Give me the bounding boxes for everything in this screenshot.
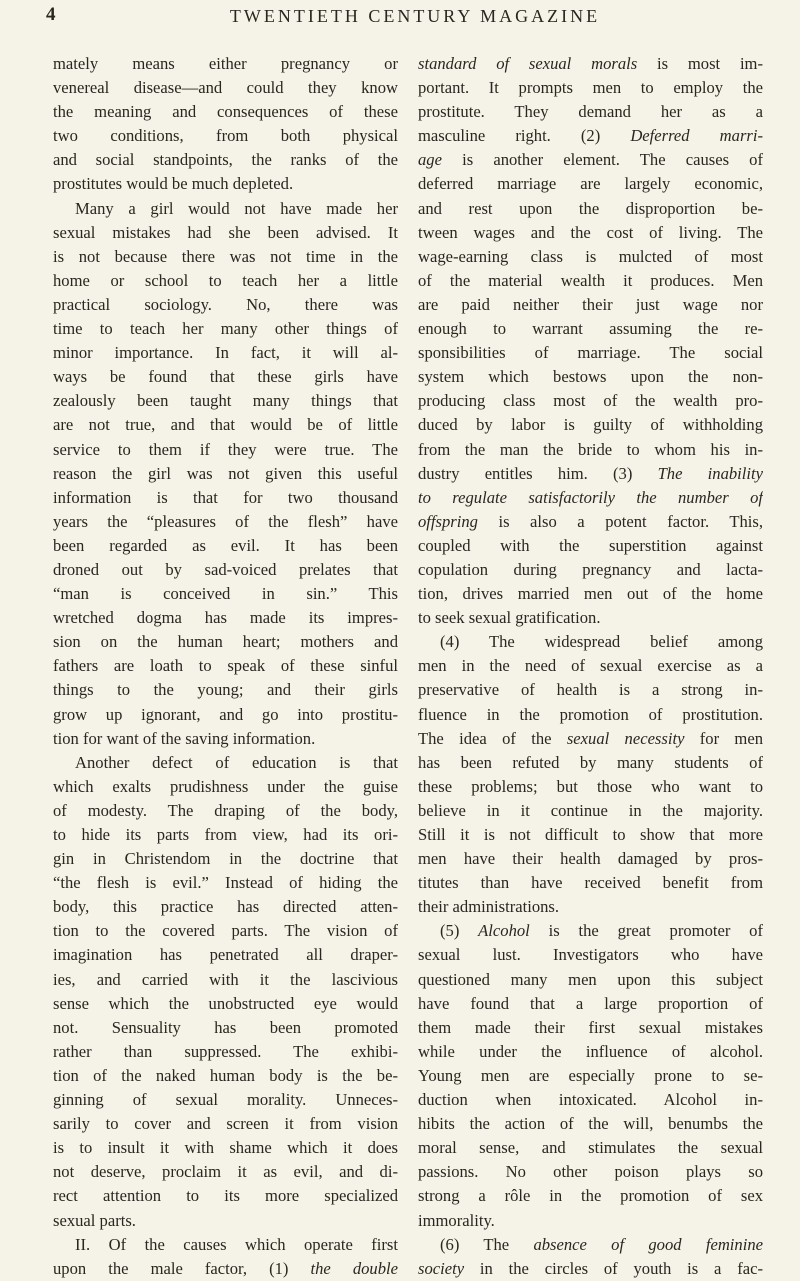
text-run: sarily to cover and screen it from vision (53, 1114, 398, 1134)
text-line (53, 462, 398, 486)
text-run: them made their first sexual mistakes (418, 1017, 763, 1037)
text-run: deferred marriage are largely economic, (418, 174, 763, 194)
text-run: is the great promoter of (529, 921, 763, 941)
text-line (418, 365, 763, 389)
text-run: reason the girl was not given this useful (53, 463, 398, 483)
text-run: and rest upon the disproportion be- (418, 198, 763, 218)
italic-phrase: the double (310, 1258, 398, 1278)
text-run: system which bestows upon the non- (418, 367, 763, 387)
text-run: tion of the naked human body is the be- (53, 1065, 398, 1085)
text-line (53, 968, 398, 992)
text-run: are not true, and that would be of little (53, 415, 398, 435)
text-line (53, 847, 398, 871)
text-line (53, 172, 398, 196)
text-run: men have their health damaged by pros- (418, 849, 763, 869)
text-run: to hide its parts from view, had its ori- (53, 825, 398, 844)
text-run: is also a potent factor. This, (477, 511, 763, 531)
text-run: minor importance. In fact, it will al- (53, 343, 398, 363)
text-line (418, 341, 763, 365)
italic-phrase: offspring (418, 511, 478, 531)
text-run: these problems; but those who want to (418, 776, 763, 796)
text-line (53, 678, 398, 702)
text-line (418, 1136, 763, 1160)
text-line (418, 534, 763, 558)
text-run: sion on the human heart; mothers and (53, 632, 398, 652)
text-line (53, 389, 398, 413)
text-run: copulation during pregnancy and lacta- (418, 559, 763, 579)
text-line (418, 462, 763, 486)
text-run: “the flesh is evil.” Instead of hiding the (53, 873, 398, 893)
text-line (53, 703, 398, 727)
text-line (53, 510, 398, 534)
text-run: II. Of the causes which operate first (75, 1234, 398, 1254)
text-run: from the man the bride to whom his in- (418, 439, 763, 459)
text-run: been regarded as evil. It has been (53, 535, 398, 555)
text-line (53, 654, 398, 678)
text-line (418, 1016, 763, 1040)
text-line (53, 1257, 398, 1281)
text-run: sexual parts. (53, 1210, 136, 1230)
text-run: rather than suppressed. The exhibi- (53, 1041, 398, 1061)
text-run: time to teach her many other things of (53, 319, 398, 339)
text-line (418, 992, 763, 1016)
text-run: dustry entitles him. (3) (418, 463, 658, 483)
left-column (53, 52, 398, 1281)
text-run: not. Sensuality has been promoted (53, 1017, 398, 1037)
text-run: is not because there was not time in the (53, 246, 398, 266)
text-run: coupled with the superstition against (418, 535, 763, 555)
text-line (53, 438, 398, 462)
text-run: producing class most of the wealth pro- (418, 391, 763, 411)
text-line (53, 293, 398, 317)
text-line (418, 76, 763, 100)
text-run: for men (684, 728, 763, 748)
text-run: duced by labor is guilty of withholding (418, 415, 763, 435)
text-run: the meaning and consequences of these (53, 102, 398, 122)
text-line (418, 148, 763, 172)
text-line (53, 1064, 398, 1088)
text-line (418, 943, 763, 967)
text-run: questioned many men upon this subject (418, 969, 763, 989)
text-run: tion, drives married men out of the home (418, 584, 763, 604)
text-run: men in the need of sexual exercise as a (418, 656, 763, 676)
text-line (53, 317, 398, 341)
text-run: not deserve, proclaim it as evil, and di- (53, 1162, 398, 1182)
text-line (53, 221, 398, 245)
text-run: is another element. The causes of (441, 150, 763, 170)
text-run: to seek sexual gratification. (418, 608, 601, 628)
text-run: sponsibilities of marriage. The social (418, 343, 763, 363)
text-run: venereal disease—and could they know (53, 78, 398, 98)
text-line (53, 245, 398, 269)
text-line (418, 654, 763, 678)
text-run: body, this practice has directed atten- (53, 897, 398, 917)
text-run: gin in Christendom in the doctrine that (53, 849, 398, 869)
text-line (53, 197, 398, 221)
italic-phrase: Alcohol (478, 921, 530, 941)
text-run: masculine right. (2) (418, 126, 631, 146)
text-run: hibits the action of the will, benumbs the (418, 1114, 763, 1134)
text-line (53, 100, 398, 124)
text-line (418, 438, 763, 462)
italic-phrase: absence of good feminine (533, 1234, 763, 1254)
text-line (53, 919, 398, 943)
text-run: titutes than have received benefit from (418, 873, 763, 893)
text-run: sexual mistakes had she been advised. It (53, 222, 398, 242)
text-line (418, 1233, 763, 1257)
text-line (418, 678, 763, 702)
text-line (53, 1136, 398, 1160)
text-line (53, 823, 398, 847)
text-run: their administrations. (418, 897, 560, 917)
text-line (418, 1160, 763, 1184)
text-line (418, 1088, 763, 1112)
text-run: upon the male factor, (1) (53, 1258, 311, 1278)
text-line (53, 1088, 398, 1112)
text-run: Still it is not difficult to show that more (418, 825, 763, 844)
italic-phrase: age (418, 150, 442, 170)
text-run: ies, and carried with it the lascivious (53, 969, 398, 989)
text-line (418, 510, 763, 534)
text-run: (6) The (440, 1234, 534, 1254)
text-line (418, 582, 763, 606)
text-line (53, 1184, 398, 1208)
text-line (418, 871, 763, 895)
text-line (53, 992, 398, 1016)
text-line (418, 172, 763, 196)
text-run: is most im- (637, 54, 763, 73)
text-line (53, 582, 398, 606)
text-line (418, 486, 763, 510)
text-run: of modesty. The draping of the body, (53, 800, 398, 820)
text-line (53, 52, 398, 76)
text-line (418, 1257, 763, 1281)
text-run: zealously been taught many things that (53, 391, 398, 411)
text-run: prostitute. They demand her as a (418, 102, 763, 122)
text-run: information is that for two thousand (53, 487, 398, 507)
text-run: in the circles of youth is a fac- (464, 1258, 763, 1278)
text-line (53, 76, 398, 100)
text-line (53, 124, 398, 148)
text-run: are paid neither their just wage nor (418, 294, 763, 314)
text-line (418, 269, 763, 293)
text-line (418, 1040, 763, 1064)
italic-phrase: to regulate satisfactorily the number of (418, 487, 763, 507)
text-line (53, 1233, 398, 1257)
text-run: immorality. (418, 1210, 495, 1230)
text-line (53, 1160, 398, 1184)
text-run: and social standpoints, the ranks of the (53, 150, 398, 170)
running-title: TWENTIETH CENTURY MAGAZINE (229, 6, 601, 26)
text-run: which exalts prudishness under the guise (53, 776, 398, 796)
text-line (53, 365, 398, 389)
text-run: (4) The widespread belief among (440, 632, 763, 652)
text-run: rect attention to its more specialized (53, 1186, 398, 1206)
text-line (53, 1016, 398, 1040)
text-run: mately means either pregnancy or (53, 54, 398, 73)
text-line (53, 799, 398, 823)
text-run: of the material wealth it produces. Men (418, 270, 763, 290)
text-line (418, 197, 763, 221)
text-line (53, 1112, 398, 1136)
text-run: practical sociology. No, there was (53, 294, 398, 314)
text-line (418, 1064, 763, 1088)
text-line (418, 1209, 763, 1233)
text-line (418, 847, 763, 871)
text-line (53, 775, 398, 799)
text-run: sexual lust. Investigators who have (418, 945, 763, 965)
text-run: home or school to teach her a little (53, 270, 398, 290)
text-run: believe in it continue in the majority. (418, 800, 763, 820)
text-line (418, 1112, 763, 1136)
text-line (418, 727, 763, 751)
text-run: tween wages and the cost of living. The (418, 222, 763, 242)
text-line (53, 606, 398, 630)
italic-phrase: Deferred marri- (630, 126, 763, 146)
text-run: Another defect of education is that (75, 752, 398, 772)
text-line (53, 341, 398, 365)
text-run: ways be found that these girls have (53, 367, 398, 387)
text-line (418, 317, 763, 341)
text-line (418, 799, 763, 823)
italic-phrase: society (418, 1258, 465, 1278)
text-run: have found that a large proportion of (418, 993, 763, 1013)
text-run: has been refuted by many students of (418, 752, 763, 772)
text-run: Many a girl would not have made her (75, 198, 398, 218)
text-run: prostitutes would be much depleted. (53, 174, 294, 194)
text-run: years the “pleasures of the flesh” have (53, 511, 398, 531)
text-line (53, 486, 398, 510)
text-line (53, 534, 398, 558)
text-line (418, 293, 763, 317)
text-line (53, 943, 398, 967)
text-line (418, 52, 763, 76)
text-line (418, 1184, 763, 1208)
text-run: fluence in the promotion of prostitution. (418, 704, 763, 724)
text-run: grow up ignorant, and go into prostitu- (53, 704, 398, 724)
text-run: Young men are especially prone to se- (418, 1065, 763, 1085)
text-run: (5) (440, 921, 479, 941)
text-line (418, 703, 763, 727)
text-line (53, 871, 398, 895)
text-line (53, 148, 398, 172)
text-run: tion to the covered parts. The vision of (53, 921, 398, 941)
text-line (53, 727, 398, 751)
text-run: two conditions, from both physical (53, 126, 398, 146)
right-column (418, 52, 763, 1281)
text-line (418, 968, 763, 992)
text-line (53, 630, 398, 654)
text-line (418, 895, 763, 919)
text-run: wretched dogma has made its impres- (53, 608, 398, 628)
text-line (418, 751, 763, 775)
text-line (53, 1209, 398, 1233)
text-line (418, 630, 763, 654)
text-line (53, 413, 398, 437)
text-run: things to the young; and their girls (53, 680, 398, 700)
text-run: passions. No other poison plays so (418, 1162, 763, 1182)
text-line (53, 895, 398, 919)
text-run: “man is conceived in sin.” This (53, 584, 398, 604)
text-run: ginning of sexual morality. Unneces- (53, 1090, 398, 1110)
text-line (418, 775, 763, 799)
text-run: is to insult it with shame which it does (53, 1138, 398, 1158)
text-run: imagination has penetrated all draper- (53, 945, 398, 965)
text-run: The idea of the (418, 728, 567, 748)
text-run: sense which the unobstructed eye would (53, 993, 398, 1013)
italic-phrase: standard of sexual morals (418, 54, 638, 73)
text-run: preservative of health is a strong in- (418, 680, 763, 700)
text-line (418, 558, 763, 582)
text-line (418, 245, 763, 269)
text-line (418, 413, 763, 437)
italic-phrase: The inability (657, 463, 763, 483)
text-run: moral sense, and stimulates the sexual (418, 1138, 763, 1158)
text-run: strong a rôle in the promotion of sex (418, 1186, 763, 1206)
text-line (418, 919, 763, 943)
text-line (418, 389, 763, 413)
text-line (418, 221, 763, 245)
italic-phrase: sexual necessity (566, 728, 685, 748)
text-line (418, 100, 763, 124)
text-run: portant. It prompts men to employ the (418, 78, 763, 98)
text-run: fathers are loath to speak of these sinful (53, 656, 398, 676)
text-line (418, 823, 763, 847)
page-header (0, 4, 800, 32)
page-number: 4 (46, 4, 56, 25)
text-run: enough to warrant assuming the re- (418, 319, 763, 339)
text-line (53, 269, 398, 293)
text-run: wage-earning class is mulcted of most (418, 246, 763, 266)
text-run: tion for want of the saving information. (53, 728, 316, 748)
text-run: duction when intoxicated. Alcohol in- (418, 1090, 763, 1110)
text-line (418, 606, 763, 630)
text-run: while under the influence of alcohol. (418, 1041, 763, 1061)
text-run: droned out by sad-voiced prelates that (53, 559, 398, 579)
text-line (418, 124, 763, 148)
text-line (53, 1040, 398, 1064)
text-line (53, 558, 398, 582)
text-run: service to them if they were true. The (53, 439, 398, 459)
text-line (53, 751, 398, 775)
